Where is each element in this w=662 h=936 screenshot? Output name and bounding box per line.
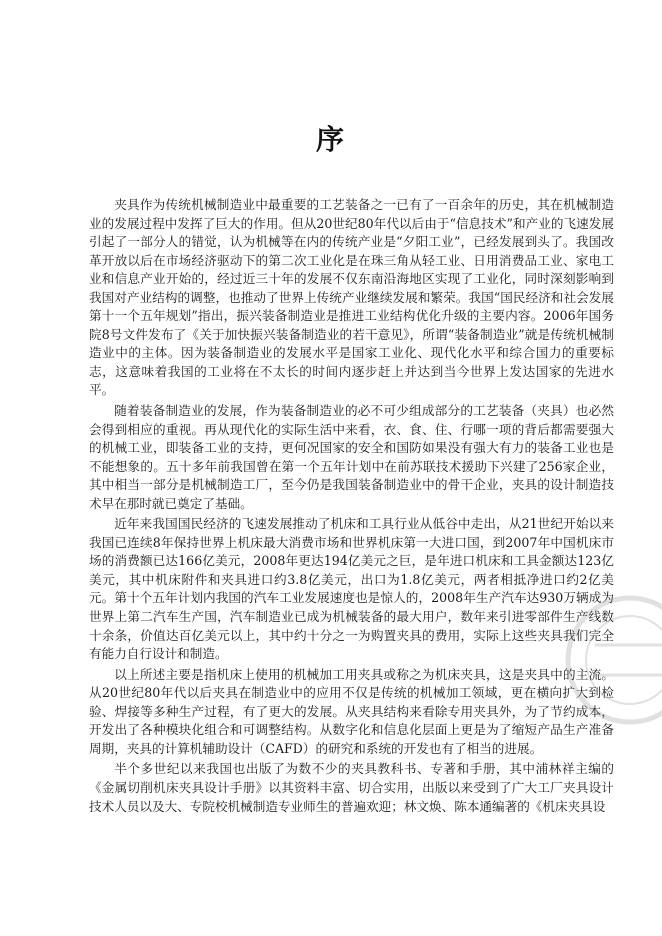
page-title: 序 — [315, 123, 346, 156]
paragraph-3: 近年来我国国民经济的飞速发展推动了机床和工具行业从低谷中走出，从21世纪开始以来我国已连续8年保持世界上机床最大消费市场和世界机床第一大进口国，到2007年中国机床市场的消费额已达166亿美元，2008年更达194亿美元之巨，是年进口机床和工具金额达123亿美元，其中机床附件和夹具进口约3.8亿美元，出口为1.8亿美元，两者相抵净进口约2亿美元。第十个五年计划内我国的汽车工业发展速度也是惊人的，2008年生产汽车达930万辆成为世界上第二汽车生产国，汽车制造业已成为机械装备的最大用户，数年来引进零部件生产线数十余条，价值达百亿美元以上，其中约十分之一为购置夹具的费用，实际上这些夹具我们完全有能力自行设计和制造。 — [89, 516, 614, 662]
paragraph-1: 夹具作为传统机械制造业中最重要的工艺装备之一已有了一百余年的历史，其在机械制造业的发展过程中发挥了巨大的作用。但从20世纪80年代以后由于“信息技术”和产业的飞速发展引起了一部分人的错觉，认为机械等在内的传统产业是“夕阳工业”，已经发展到头了。我国改革开放以后在市场经济驱动下的第二次工业化是在珠三角从轻工业、日用消费品工业、家电工业和信息产业开始的，经过近三十年的发展不仅东南沿海地区实现了工业化，同时深刻影响到我国对产业结构的调整，也推动了世界上传统产业继续发展和繁荣。我国“国民经济和社会发展第十一个五年规划”指出，振兴装备制造业是推进工业结构优化升级的主要内容。2006年国务院8号文件发布了《关于加快振兴装备制造业的若干意见》，所谓“装备制造业”就是传统机械制造业中的主体。因为装备制造业的发展水平是国家工业化、现代化水平和综合国力的重要标志，这意味着我国的工业将在不太长的时间内逐步赶上并达到当今世界上发达国家的先进水平。 — [89, 197, 614, 398]
paragraph-5: 半个多世纪以来我国也出版了为数不少的夹具教科书、专著和手册，其中浦林祥主编的《金属切削机床夹具设计手册》以其资料丰富、切合实用，出版以来受到了广大工厂夹具设计技术人员以及大、专院校机械制造专业师生的普遍欢迎；林文焕、陈本通编著的《机床夹具设 — [89, 761, 614, 814]
watermark-stamp-icon — [555, 585, 662, 735]
preface-body — [89, 196, 614, 818]
paragraph-2: 随着装备制造业的发展，作为装备制造业的必不可少组成部分的工艺装备（夹具）也必然会得到相应的重视。再从现代化的实际生活中来看，衣、食、住、行哪一项的背后都需要强大的机械工业，即装备工业的支持，更何况国家的安全和国防如果没有强大有力的装备工业也是不能想象的。五十多年前我国曾在第一个五年计划中在前苏联技术援助下兴建了256家企业，其中相当一部分是机械制造工厂，至今仍是我国装备制造业中的骨干企业，夹具的设计制造技术早在那时就已奠定了基础。 — [89, 403, 614, 511]
paragraph-4: 以上所述主要是指机床上使用的机械加工用夹具或称之为机床夹具，这是夹具中的主流。从20世纪80年代以后夹具在制造业中的应用不仅是传统的机械加工领域，更在横向扩大到检验、焊接等多种生产过程，有了更大的发展。从夹具结构来看除专用夹具外，为了节约成本，开发出了各种模块化组合和可调整结构。从数字化和信息化层面上更是为了缩短产品生产准备周期，夹具的计算机辅助设计（CAFD）的研究和系统的开发也有了相当的进展。 — [89, 666, 614, 756]
